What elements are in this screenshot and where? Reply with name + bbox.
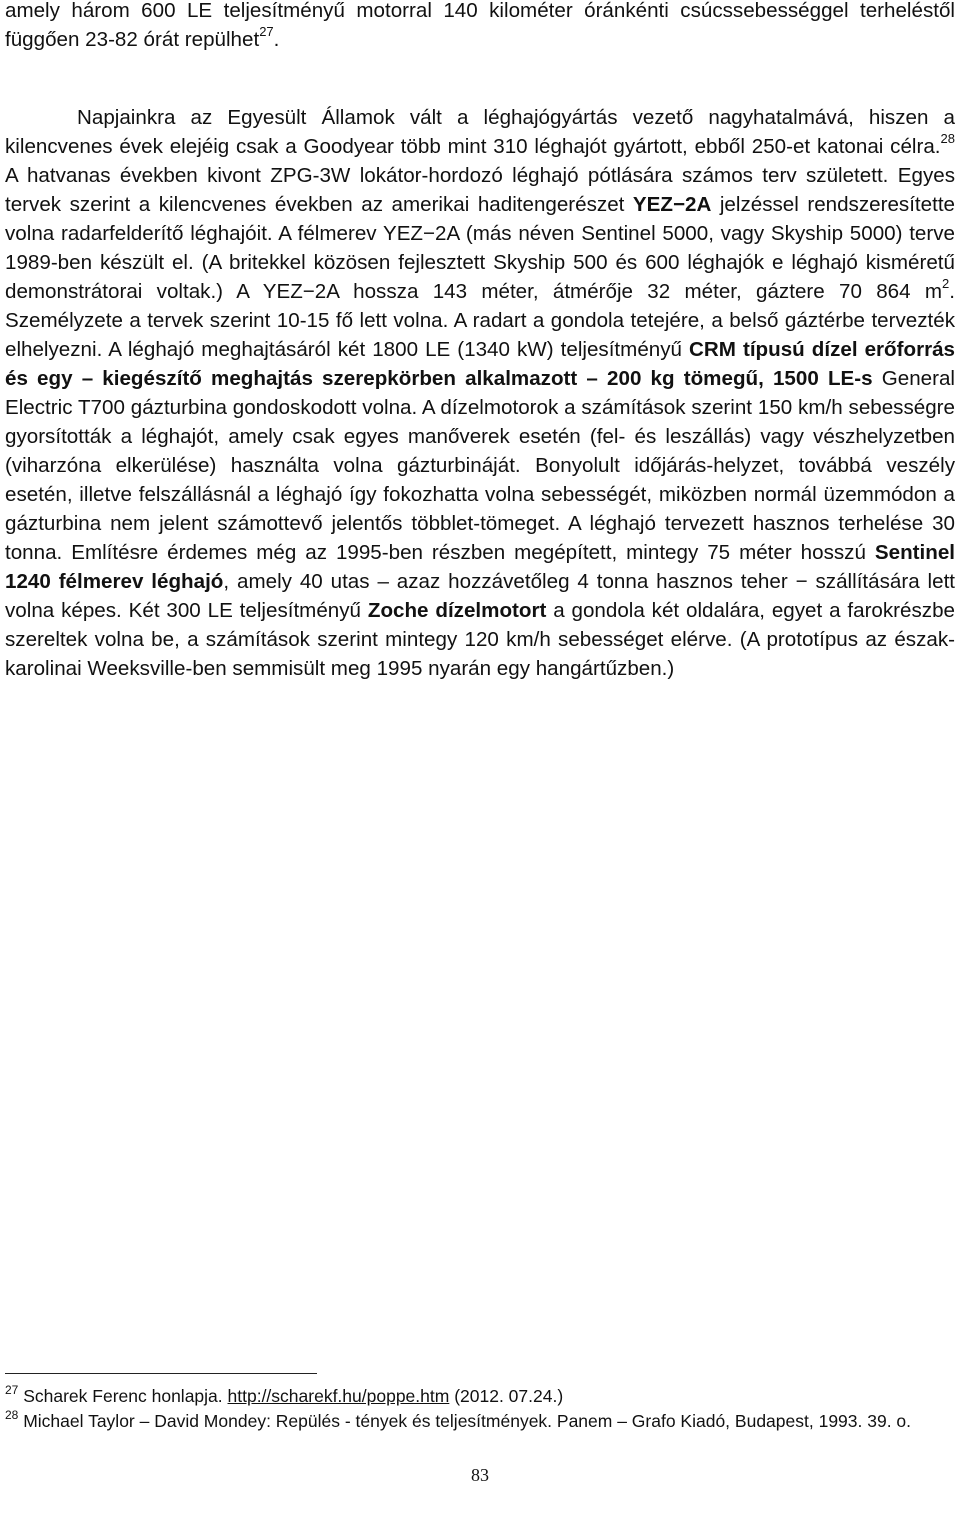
paragraph-end: . — [273, 28, 280, 51]
superscript-2: 2 — [942, 276, 950, 292]
text-segment: General Electric T700 gázturbina gondoskodott volna. A dízelmotorok a számítások szerint 150 km/h sebességre gyorsították a léghajót, amely csak egyes manőverek esetén (fel- és leszállás) vagy vészhelyzetben (viharzóna elkerülése) használta volna gázturbináját. Bonyolult időjárás-helyzet, továbbá veszély esetén, illetve felszállásnál a léghajó így fokozhatta volna sebességét, miközben normál üzemmódon a gázturbina nem jelent számottevő jelentős többlet-tömeget. A léghajó tervezett hasznos terhelése 30 tonna. Említésre érdemes még az 1995-ben részben megépített, mintegy 75 méter hosszú — [5, 367, 955, 564]
text-segment: Napjainkra az Egyesült Államok vált a léghajógyártás vezető nagyhatalmává, hiszen a kilencvenes évek elejéig csak a Goodyear több mint 310 léghajót gyártott, ebből 250-et katonai célra. — [5, 106, 955, 158]
bold-text: CRM típusú dízel erőforrás és egy – kiegészítő meghajtás szerepkörben alkalmazott – 200 kg tömegű, 1500 LE-s — [5, 338, 955, 390]
footnote-text: Scharek Ferenc honlapja. — [18, 1386, 228, 1406]
footnote-ref-27[interactable]: 27 — [259, 24, 274, 40]
footnote-number: 28 — [5, 1407, 19, 1422]
bold-text: Sentinel 1240 félmerev léghajó — [5, 541, 955, 593]
paragraph-text: amely három 600 LE teljesítményű motorral 140 kilométer óránkénti csúcssebességgel terheléstől függően 23-82 órát repülhet — [5, 0, 955, 51]
text-segment: A hatvanas években kivont ZPG-3W lokátor-hordozó léghajó pótlására számos terv született. Egyes tervek szerint a kilencvenes években az amerikai haditengerészet — [5, 164, 955, 216]
paragraph-continued — [5, 0, 955, 54]
text-segment: , amely 40 utas – azaz hozzávetőleg 4 tonna hasznos teher − szállítására lett volna képes. Két 300 LE teljesítményű — [5, 570, 956, 622]
text-segment: jelzéssel rendszeresítette volna radarfelderítő léghajóit. A félmerev YEZ−2A (más néven Sentinel 5000, vagy Skyship 5000) terve 1989-ben készült el. (A britekkel közösen fejlesztett Skyship 500 és 600 léghajók e léghajó kisméretű demonstrátorai voltak.) A YEZ−2A hossza 143 méter, átmérője 32 méter, gáztere 70 864 m — [5, 193, 956, 303]
text-segment: a gondola két oldalára, egyet a farokrészbe szereltek volna be, a számítások szerint mintegy 120 km/h sebességet elérve. (A prototípus az észak-karolinai Weeksville-ben semmisült meg 1995 nyarán egy hangártűzben.) — [5, 599, 955, 680]
footnote-text: (2012. 07.24.) — [449, 1386, 564, 1406]
footnote-28 — [5, 1409, 955, 1434]
bold-text: Zoche dízelmotort — [367, 599, 547, 622]
text-segment: . Személyzete a tervek szerint 10-15 fő lett volna. A radart a gondola tetejére, a belső gáztérbe tervezték elhelyezni. A léghajó meghajtásáról két 1800 LE (1340 kW) teljesítményű — [5, 280, 955, 361]
footnote-number: 27 — [5, 1383, 19, 1398]
footnote-separator — [5, 1373, 317, 1374]
footnote-ref-28[interactable]: 28 — [940, 131, 955, 147]
paragraph-main — [5, 103, 955, 683]
bold-text: YEZ−2A — [632, 193, 712, 216]
footnote-text: Michael Taylor – David Mondey: Repülés - tények és teljesítmények. Panem – Grafo Kiadó, Budapest, 1993. 39. o. — [18, 1410, 912, 1431]
footnotes — [5, 1384, 955, 1433]
page-number: 83 — [471, 1465, 489, 1485]
footnote-link[interactable]: http://scharekf.hu/poppe.htm — [227, 1386, 450, 1406]
footnote-27 — [5, 1384, 955, 1409]
